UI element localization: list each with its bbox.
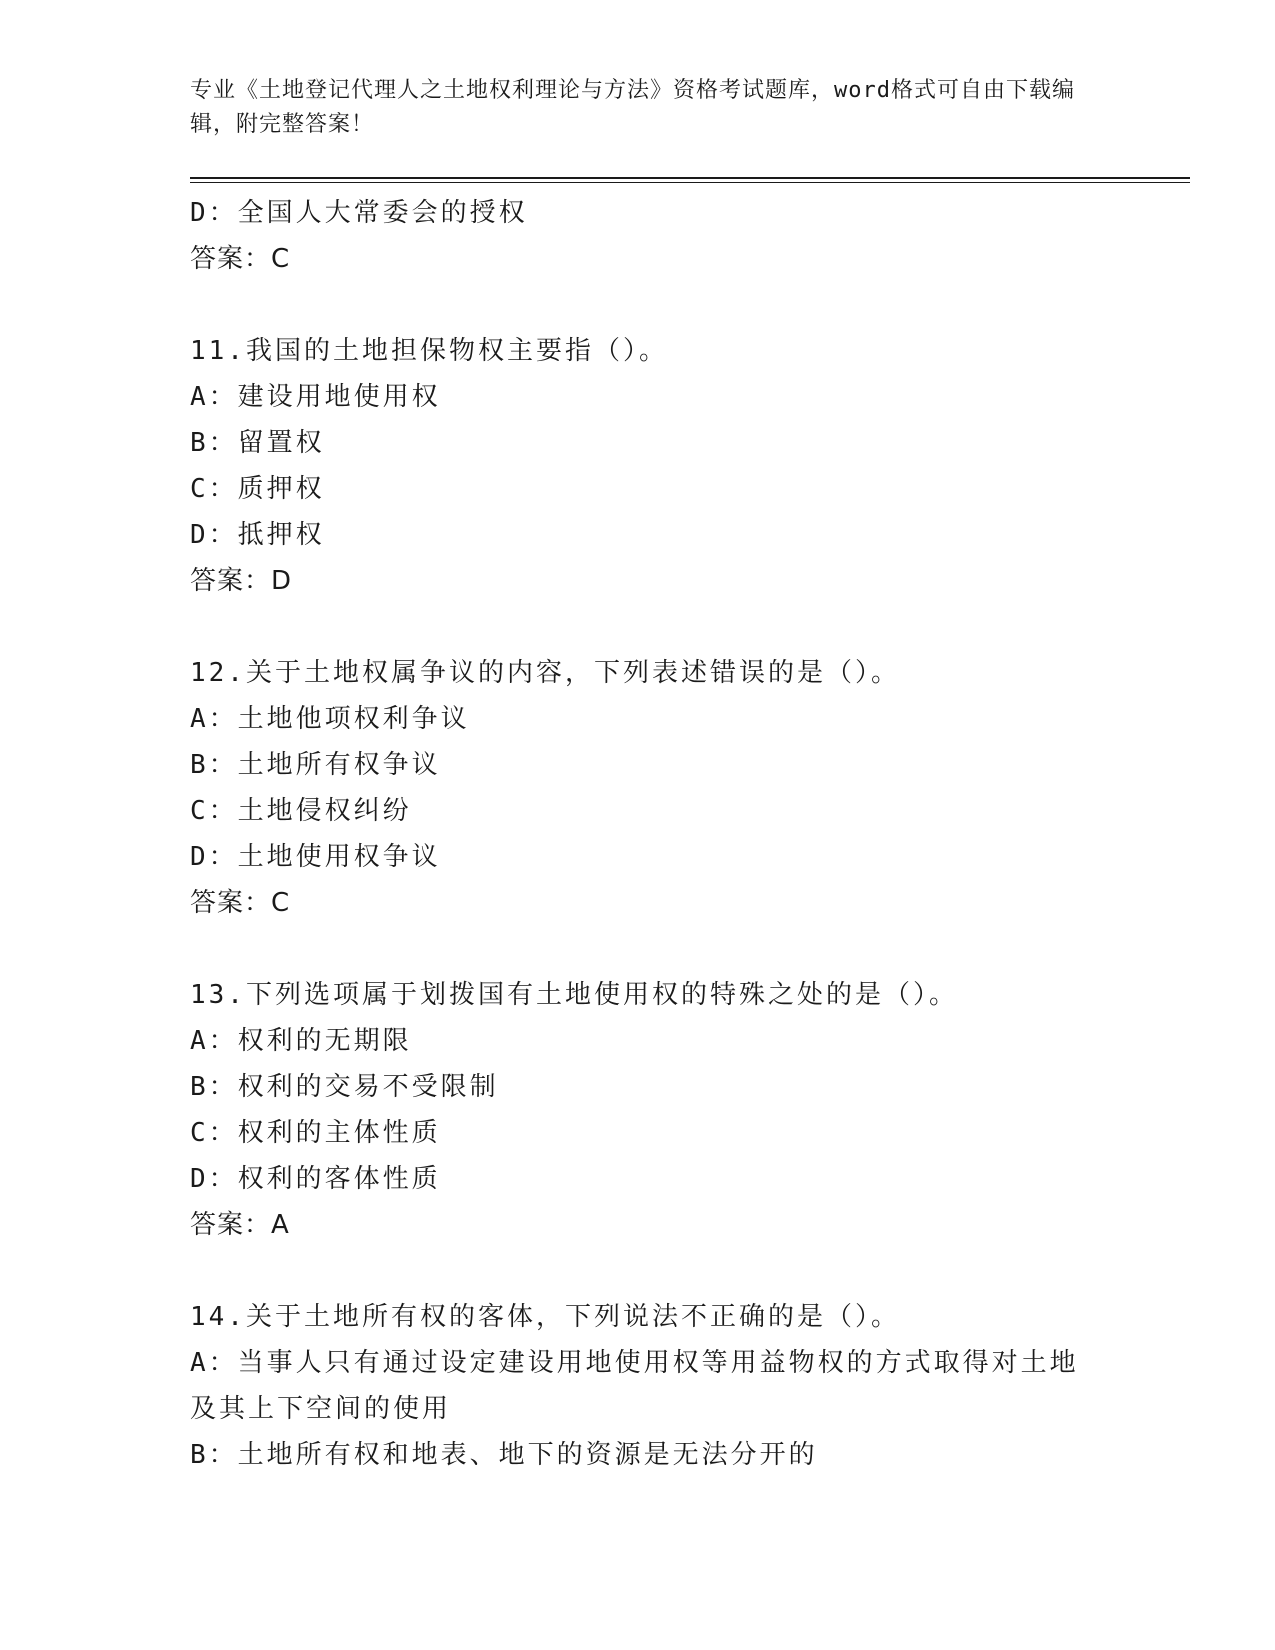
- answer-line: 答案：D: [190, 566, 293, 596]
- question-content: [190, 190, 1090, 1478]
- option-b: B：留置权: [190, 428, 325, 458]
- option-c: C：权利的主体性质: [190, 1118, 441, 1148]
- question-stem: 14.关于土地所有权的客体，下列说法不正确的是（）。: [190, 1302, 900, 1332]
- spacer: [190, 604, 1090, 650]
- header-rule-thin: [190, 182, 1190, 183]
- option-d: D：抵押权: [190, 520, 325, 550]
- option-c: C：土地侵权纠纷: [190, 796, 412, 826]
- answer-line: 答案：C: [190, 244, 291, 274]
- question-stem: 13.下列选项属于划拨国有土地使用权的特殊之处的是（）。: [190, 980, 958, 1010]
- option-b: B：土地所有权和地表、地下的资源是无法分开的: [190, 1440, 818, 1470]
- carryover-block: [190, 190, 1090, 282]
- document-header: 专业《土地登记代理人之土地权利理论与方法》资格考试题库，word格式可自由下载编辑，附完整答案！: [190, 78, 1075, 137]
- option-b: B：土地所有权争议: [190, 750, 441, 780]
- spacer: [190, 1248, 1090, 1294]
- option-c: C：质押权: [190, 474, 325, 504]
- question-11: [190, 328, 1090, 604]
- spacer: [190, 926, 1090, 972]
- question-13: [190, 972, 1090, 1248]
- option-d: D：全国人大常委会的授权: [190, 198, 528, 228]
- option-a: A：土地他项权利争议: [190, 704, 470, 734]
- option-a: A：建设用地使用权: [190, 382, 441, 412]
- question-stem: 11.我国的土地担保物权主要指（）。: [190, 336, 668, 366]
- question-stem: 12.关于土地权属争议的内容，下列表述错误的是（）。: [190, 658, 900, 688]
- spacer: [190, 282, 1090, 328]
- question-14: [190, 1294, 1090, 1478]
- option-d: D：权利的客体性质: [190, 1164, 441, 1194]
- question-12: [190, 650, 1090, 926]
- option-a: A：当事人只有通过设定建设用地使用权等用益物权的方式取得对土地及其上下空间的使用: [190, 1348, 1079, 1424]
- option-b: B：权利的交易不受限制: [190, 1072, 499, 1102]
- header-rule-thick: [190, 177, 1190, 179]
- answer-line: 答案：A: [190, 1210, 290, 1240]
- option-d: D：土地使用权争议: [190, 842, 441, 872]
- option-a: A：权利的无期限: [190, 1026, 412, 1056]
- answer-line: 答案：C: [190, 888, 291, 918]
